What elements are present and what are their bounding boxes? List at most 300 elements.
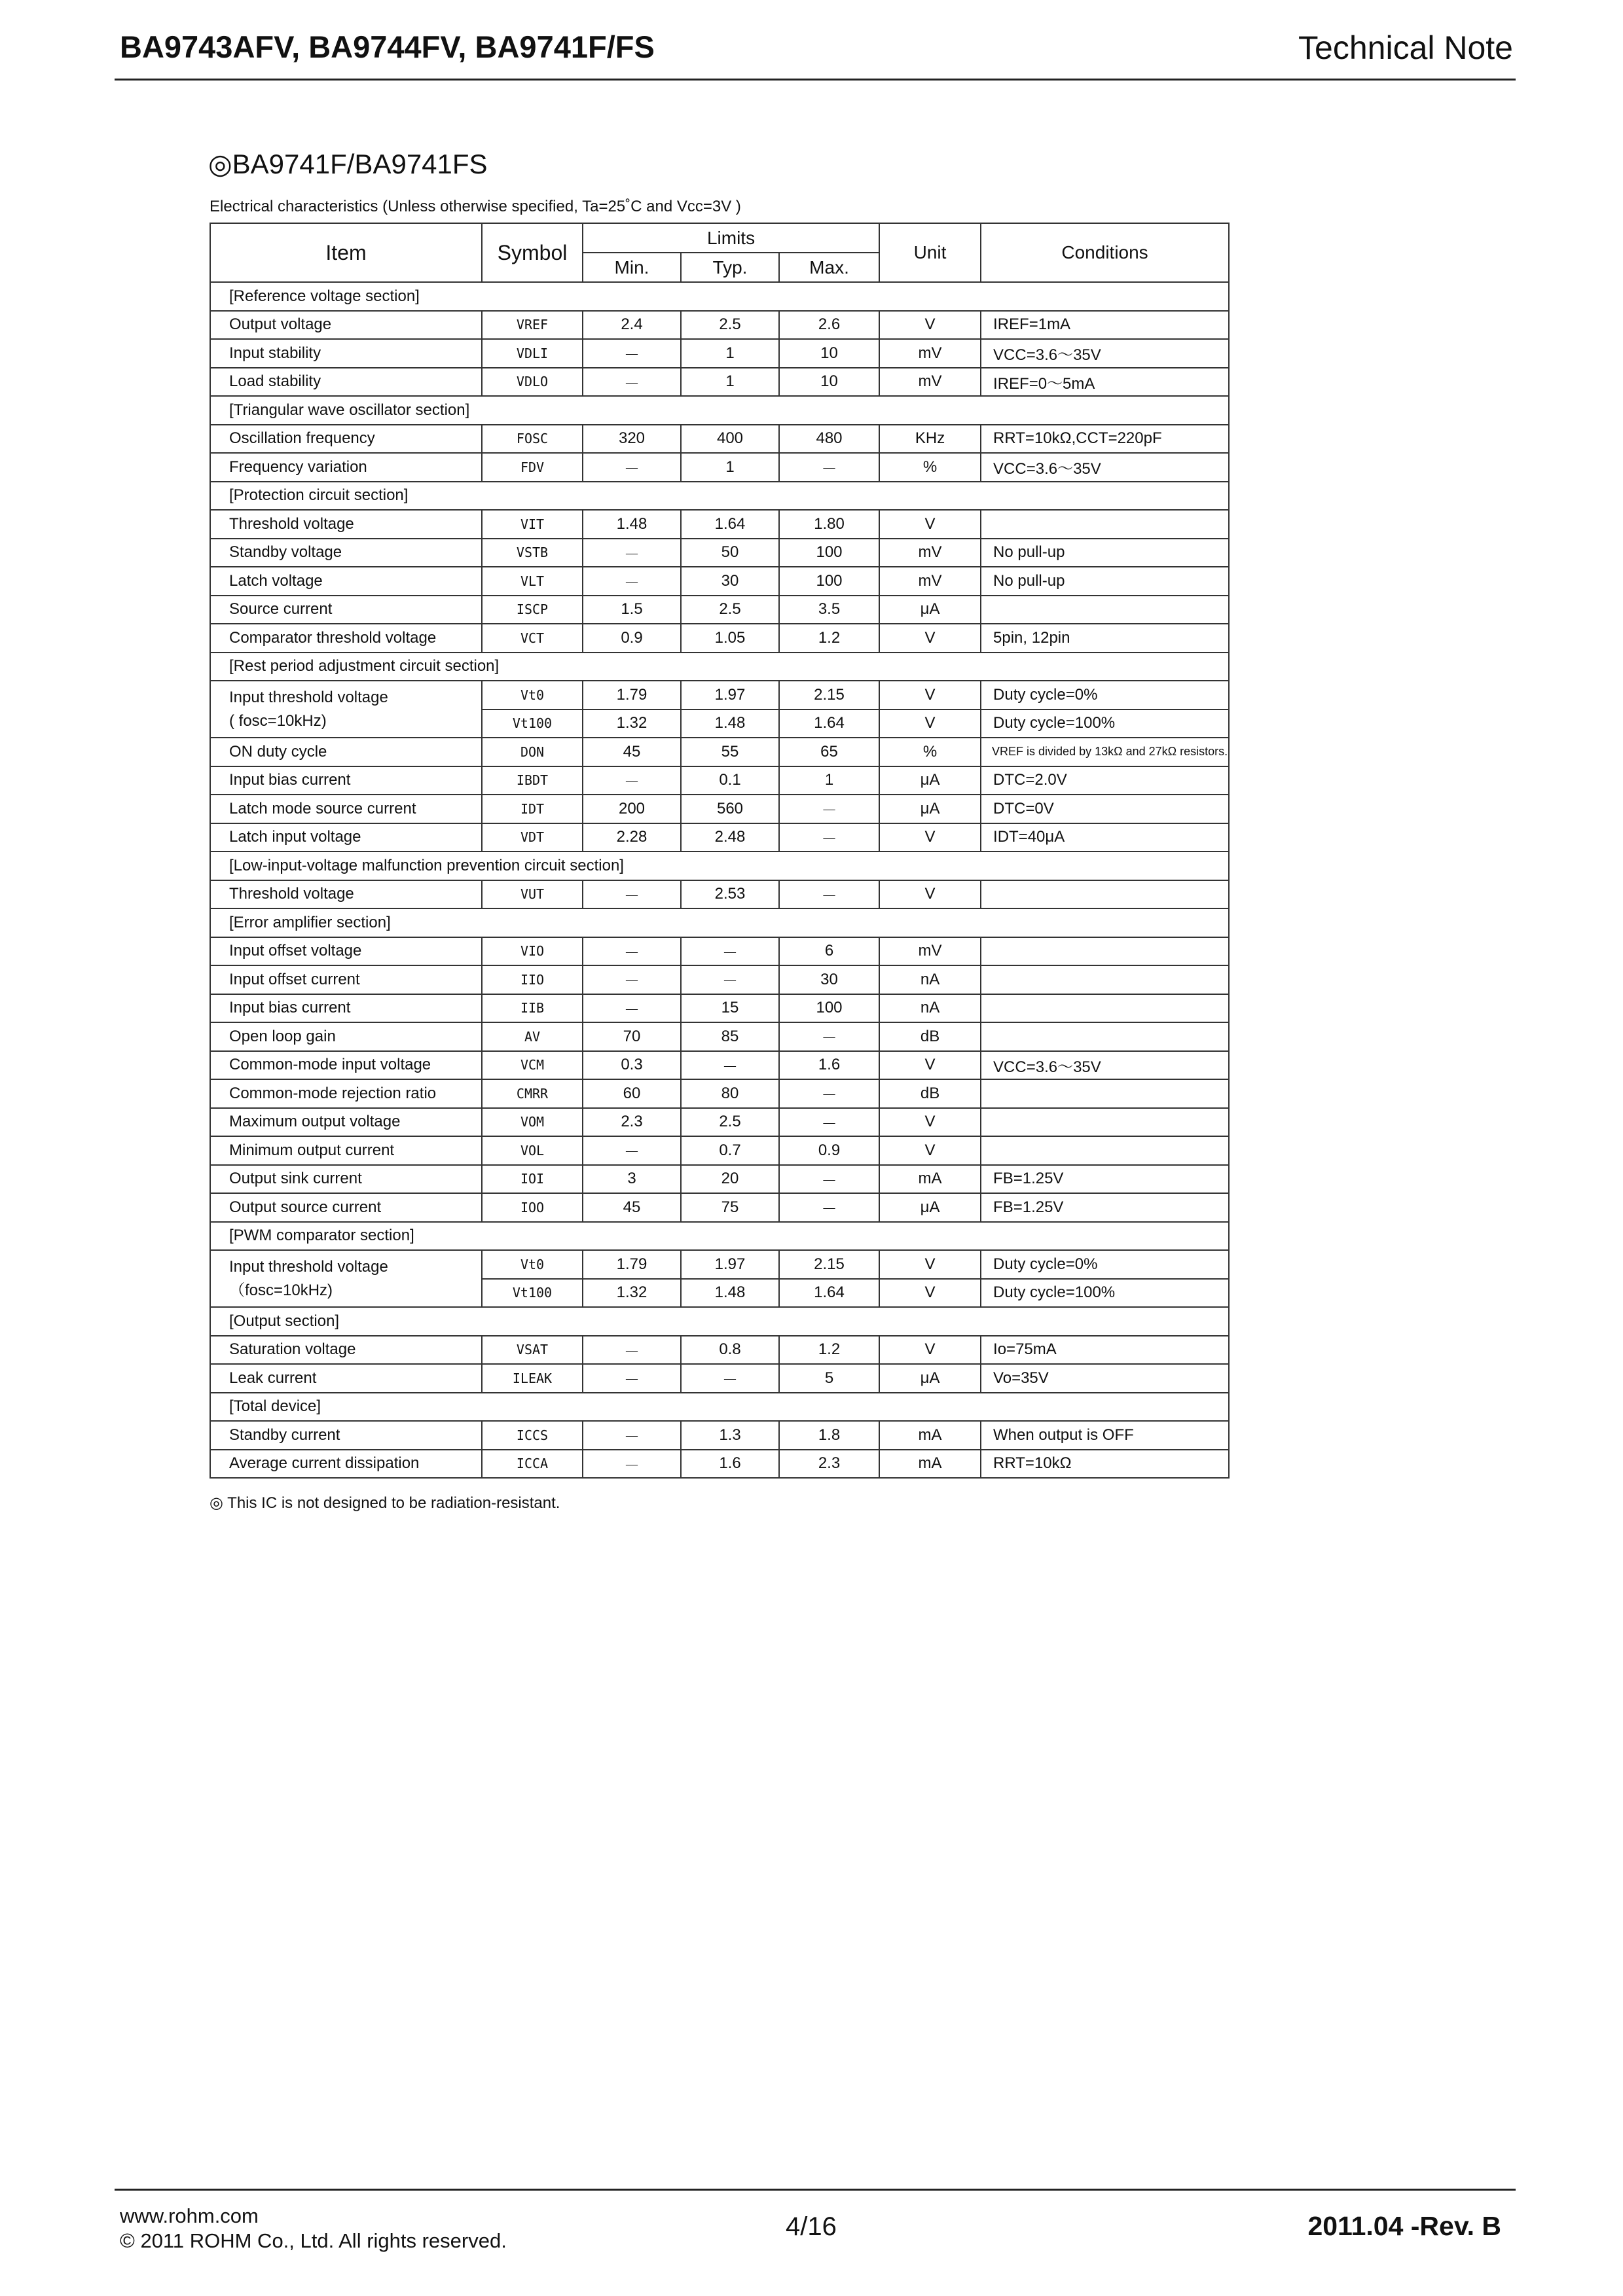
table-row	[210, 624, 1229, 653]
unit-cell: dB	[879, 1022, 981, 1051]
typ-cell: 1.48	[681, 709, 779, 738]
symbol-cell: VDLO	[482, 368, 583, 397]
unit-cell: %	[879, 738, 981, 766]
symbol-cell: FOSC	[482, 425, 583, 454]
unit-cell: V	[879, 311, 981, 340]
section-row	[210, 282, 1229, 311]
symbol-cell: VREF	[482, 311, 583, 340]
symbol-cell: Vt100	[482, 1279, 583, 1308]
conditions-cell: Duty cycle=100%	[981, 1279, 1229, 1308]
document-type-label: Technical Note	[1298, 29, 1513, 66]
section-heading: [Output section]	[210, 1307, 1229, 1336]
typ-cell: 80	[681, 1079, 779, 1108]
conditions-cell: VCC=3.6～35V	[981, 339, 1229, 368]
unit-cell: μA	[879, 1193, 981, 1222]
unit-cell: nA	[879, 994, 981, 1023]
max-cell: 100	[779, 539, 879, 567]
table-row	[210, 766, 1229, 795]
min-cell: －	[583, 339, 681, 368]
typ-cell: 2.53	[681, 880, 779, 909]
conditions-cell: Duty cycle=0%	[981, 1250, 1229, 1279]
typ-cell: 75	[681, 1193, 779, 1222]
unit-cell: μA	[879, 795, 981, 823]
item-cell: Saturation voltage	[210, 1336, 482, 1365]
max-cell: －	[779, 1022, 879, 1051]
symbol-cell: FDV	[482, 453, 583, 482]
min-cell: 0.9	[583, 624, 681, 653]
table-row	[210, 1051, 1229, 1080]
conditions-cell	[981, 965, 1229, 994]
conditions-cell	[981, 1022, 1229, 1051]
min-cell: 1.32	[583, 709, 681, 738]
typ-cell: 400	[681, 425, 779, 454]
table-row	[210, 453, 1229, 482]
unit-cell: V	[879, 823, 981, 852]
header-symbol: Symbol	[482, 223, 583, 282]
typ-cell: －	[681, 937, 779, 966]
table-row	[210, 311, 1229, 340]
max-cell: 100	[779, 567, 879, 596]
item-cell: Frequency variation	[210, 453, 482, 482]
typ-cell: 1	[681, 453, 779, 482]
table-body	[210, 282, 1229, 1478]
header-limits: Limits	[583, 223, 879, 253]
symbol-cell: IIO	[482, 965, 583, 994]
typ-cell: 2.5	[681, 311, 779, 340]
unit-cell: dB	[879, 1079, 981, 1108]
unit-cell: nA	[879, 965, 981, 994]
conditions-cell	[981, 1108, 1229, 1137]
symbol-cell: ICCA	[482, 1450, 583, 1479]
footer-url: www.rohm.com	[120, 2204, 259, 2227]
unit-cell: V	[879, 1279, 981, 1308]
max-cell: 65	[779, 738, 879, 766]
section-row	[210, 1393, 1229, 1422]
typ-cell: 2.5	[681, 596, 779, 624]
item-cell: Latch mode source current	[210, 795, 482, 823]
page-number: 4/16	[786, 2212, 837, 2241]
typ-cell: 2.48	[681, 823, 779, 852]
symbol-cell: ICCS	[482, 1421, 583, 1450]
conditions-cell: VREF is divided by 13kΩ and 27kΩ resistors.	[981, 738, 1229, 766]
min-cell: 2.4	[583, 311, 681, 340]
max-cell: 1.2	[779, 624, 879, 653]
table-caption: Electrical characteristics (Unless otherwise specified, Ta=25˚C and Vcc=3V )	[210, 198, 741, 215]
max-cell: 10	[779, 339, 879, 368]
unit-cell: V	[879, 1336, 981, 1365]
typ-cell: 85	[681, 1022, 779, 1051]
section-heading: [Error amplifier section]	[210, 908, 1229, 937]
max-cell: 0.9	[779, 1136, 879, 1165]
min-cell: －	[583, 994, 681, 1023]
item-cell: Output sink current	[210, 1165, 482, 1194]
conditions-cell	[981, 994, 1229, 1023]
table-row	[210, 425, 1229, 454]
item-cell: Input bias current	[210, 766, 482, 795]
typ-cell: 1.05	[681, 624, 779, 653]
min-cell: 60	[583, 1079, 681, 1108]
max-cell: 1.64	[779, 709, 879, 738]
typ-cell: 50	[681, 539, 779, 567]
item-cell: Input offset current	[210, 965, 482, 994]
unit-cell: μA	[879, 596, 981, 624]
table-row	[210, 1336, 1229, 1365]
item-cell: Load stability	[210, 368, 482, 397]
section-row	[210, 396, 1229, 425]
symbol-cell: IOI	[482, 1165, 583, 1194]
table-row	[210, 1136, 1229, 1165]
item-cell: Oscillation frequency	[210, 425, 482, 454]
min-cell: 1.79	[583, 1250, 681, 1279]
section-row	[210, 908, 1229, 937]
unit-cell: V	[879, 1136, 981, 1165]
unit-cell: V	[879, 880, 981, 909]
item-condition-note: （fosc=10kHz)	[229, 1281, 333, 1299]
conditions-cell: IDT=40μA	[981, 823, 1229, 852]
table-row	[210, 681, 1229, 709]
table-row	[210, 596, 1229, 624]
conditions-cell: IREF=0～5mA	[981, 368, 1229, 397]
max-cell: 1.80	[779, 510, 879, 539]
table-row	[210, 1421, 1229, 1450]
footer-copyright: © 2011 ROHM Co., Ltd. All rights reserved.	[120, 2229, 507, 2252]
unit-cell: mV	[879, 937, 981, 966]
max-cell: 5	[779, 1364, 879, 1393]
conditions-cell	[981, 1136, 1229, 1165]
unit-cell: %	[879, 453, 981, 482]
typ-cell: 1	[681, 368, 779, 397]
conditions-cell: Duty cycle=0%	[981, 681, 1229, 709]
conditions-cell	[981, 596, 1229, 624]
symbol-cell: VIO	[482, 937, 583, 966]
min-cell: 70	[583, 1022, 681, 1051]
item-cell: Input stability	[210, 339, 482, 368]
min-cell: －	[583, 539, 681, 567]
min-cell: 320	[583, 425, 681, 454]
symbol-cell: IDT	[482, 795, 583, 823]
min-cell: 1.79	[583, 681, 681, 709]
conditions-cell: VCC=3.6～35V	[981, 1051, 1229, 1080]
symbol-cell: VLT	[482, 567, 583, 596]
table-row	[210, 1079, 1229, 1108]
revision-label: 2011.04 -Rev. B	[1307, 2211, 1501, 2241]
table-row	[210, 368, 1229, 397]
item-condition-note: ( fosc=10kHz)	[229, 711, 327, 730]
document-title: BA9743AFV, BA9744FV, BA9741F/FS	[120, 29, 655, 64]
item-cell: Source current	[210, 596, 482, 624]
typ-cell: －	[681, 1364, 779, 1393]
item-cell: Maximum output voltage	[210, 1108, 482, 1137]
electrical-characteristics-table	[210, 223, 1230, 1479]
typ-cell: 30	[681, 567, 779, 596]
min-cell: 3	[583, 1165, 681, 1194]
symbol-cell: VCT	[482, 624, 583, 653]
max-cell: －	[779, 1165, 879, 1194]
item-cell: Leak current	[210, 1364, 482, 1393]
conditions-cell: VCC=3.6～35V	[981, 453, 1229, 482]
conditions-cell	[981, 937, 1229, 966]
section-title: ◎BA9741F/BA9741FS	[208, 149, 488, 179]
unit-cell: mV	[879, 539, 981, 567]
max-cell: －	[779, 1108, 879, 1137]
unit-cell: mV	[879, 368, 981, 397]
unit-cell: V	[879, 709, 981, 738]
conditions-cell: Vo=35V	[981, 1364, 1229, 1393]
symbol-cell: ILEAK	[482, 1364, 583, 1393]
unit-cell: V	[879, 1108, 981, 1137]
section-heading: [Rest period adjustment circuit section]	[210, 653, 1229, 681]
min-cell: 200	[583, 795, 681, 823]
table-row	[210, 994, 1229, 1023]
header-typ: Typ.	[681, 253, 779, 282]
symbol-cell: IOO	[482, 1193, 583, 1222]
section-heading: [Protection circuit section]	[210, 482, 1229, 511]
typ-cell: －	[681, 965, 779, 994]
typ-cell: 0.1	[681, 766, 779, 795]
min-cell: －	[583, 965, 681, 994]
symbol-cell: VCM	[482, 1051, 583, 1080]
item-cell: Output voltage	[210, 311, 482, 340]
typ-cell: 0.8	[681, 1336, 779, 1365]
item-label: Input threshold voltage	[229, 1257, 388, 1276]
table-row	[210, 539, 1229, 567]
conditions-cell	[981, 880, 1229, 909]
unit-cell: mA	[879, 1165, 981, 1194]
table-row	[210, 1364, 1229, 1393]
symbol-cell: VIT	[482, 510, 583, 539]
conditions-cell: No pull-up	[981, 539, 1229, 567]
radiation-footnote: ◎ This IC is not designed to be radiation-resistant.	[210, 1494, 560, 1512]
unit-cell: mV	[879, 339, 981, 368]
conditions-cell: IREF=1mA	[981, 311, 1229, 340]
conditions-cell: No pull-up	[981, 567, 1229, 596]
typ-cell: 2.5	[681, 1108, 779, 1137]
max-cell: 2.15	[779, 681, 879, 709]
table-row	[210, 510, 1229, 539]
item-cell: ON duty cycle	[210, 738, 482, 766]
symbol-cell: VDLI	[482, 339, 583, 368]
symbol-cell: VUT	[482, 880, 583, 909]
unit-cell: μA	[879, 766, 981, 795]
section-row	[210, 653, 1229, 681]
item-cell: Average current dissipation	[210, 1450, 482, 1479]
unit-cell: V	[879, 510, 981, 539]
conditions-cell: RRT=10kΩ	[981, 1450, 1229, 1479]
max-cell: －	[779, 1079, 879, 1108]
typ-cell: 1.6	[681, 1450, 779, 1479]
min-cell: －	[583, 368, 681, 397]
conditions-cell: 5pin, 12pin	[981, 624, 1229, 653]
max-cell: 3.5	[779, 596, 879, 624]
min-cell: －	[583, 567, 681, 596]
header-divider	[115, 79, 1516, 81]
symbol-cell: Vt0	[482, 1250, 583, 1279]
typ-cell: 1.97	[681, 681, 779, 709]
max-cell: －	[779, 1193, 879, 1222]
table-row	[210, 965, 1229, 994]
item-cell: Common-mode input voltage	[210, 1051, 482, 1080]
header-item: Item	[210, 223, 482, 282]
footer-divider	[115, 2189, 1516, 2191]
section-heading: [Low-input-voltage malfunction prevention circuit section]	[210, 852, 1229, 880]
max-cell: 1.8	[779, 1421, 879, 1450]
typ-cell: 1.3	[681, 1421, 779, 1450]
table-row	[210, 1108, 1229, 1137]
item-cell: Comparator threshold voltage	[210, 624, 482, 653]
min-cell: －	[583, 880, 681, 909]
section-row	[210, 482, 1229, 511]
conditions-cell	[981, 1079, 1229, 1108]
max-cell: 10	[779, 368, 879, 397]
table-row	[210, 1022, 1229, 1051]
conditions-cell: DTC=0V	[981, 795, 1229, 823]
table-row	[210, 1193, 1229, 1222]
min-cell: －	[583, 1336, 681, 1365]
min-cell: 45	[583, 1193, 681, 1222]
conditions-cell	[981, 510, 1229, 539]
typ-cell: 55	[681, 738, 779, 766]
conditions-cell: Duty cycle=100%	[981, 709, 1229, 738]
conditions-cell: Io=75mA	[981, 1336, 1229, 1365]
table-row	[210, 823, 1229, 852]
table-row	[210, 1250, 1229, 1279]
item-label: Input threshold voltage	[229, 688, 388, 706]
header-conditions: Conditions	[981, 223, 1229, 282]
item-cell	[210, 681, 482, 738]
symbol-cell: VOL	[482, 1136, 583, 1165]
table-row	[210, 339, 1229, 368]
symbol-cell: IBDT	[482, 766, 583, 795]
max-cell: 30	[779, 965, 879, 994]
unit-cell: mV	[879, 567, 981, 596]
symbol-cell: CMRR	[482, 1079, 583, 1108]
table-row	[210, 795, 1229, 823]
conditions-cell: FB=1.25V	[981, 1193, 1229, 1222]
conditions-cell: FB=1.25V	[981, 1165, 1229, 1194]
unit-cell: V	[879, 1250, 981, 1279]
min-cell: 1.48	[583, 510, 681, 539]
typ-cell: 20	[681, 1165, 779, 1194]
symbol-cell: IIB	[482, 994, 583, 1023]
typ-cell: 1.48	[681, 1279, 779, 1308]
table-row	[210, 738, 1229, 766]
section-row	[210, 1222, 1229, 1251]
unit-cell: KHz	[879, 425, 981, 454]
item-cell: Threshold voltage	[210, 880, 482, 909]
symbol-cell: ISCP	[482, 596, 583, 624]
symbol-cell: DON	[482, 738, 583, 766]
item-cell: Input bias current	[210, 994, 482, 1023]
section-heading: [PWM comparator section]	[210, 1222, 1229, 1251]
item-cell: Standby current	[210, 1421, 482, 1450]
max-cell: －	[779, 795, 879, 823]
symbol-cell: AV	[482, 1022, 583, 1051]
table-row	[210, 880, 1229, 909]
symbol-cell: VSAT	[482, 1336, 583, 1365]
conditions-cell: RRT=10kΩ,CCT=220pF	[981, 425, 1229, 454]
header-max: Max.	[779, 253, 879, 282]
typ-cell: －	[681, 1051, 779, 1080]
section-heading: [Reference voltage section]	[210, 282, 1229, 311]
symbol-cell: VDT	[482, 823, 583, 852]
header-unit: Unit	[879, 223, 981, 282]
max-cell: －	[779, 453, 879, 482]
min-cell: 2.28	[583, 823, 681, 852]
section-heading: [Triangular wave oscillator section]	[210, 396, 1229, 425]
max-cell: 2.6	[779, 311, 879, 340]
typ-cell: 1.64	[681, 510, 779, 539]
symbol-cell: Vt0	[482, 681, 583, 709]
max-cell: 2.15	[779, 1250, 879, 1279]
max-cell: 1.6	[779, 1051, 879, 1080]
item-cell: Output source current	[210, 1193, 482, 1222]
header-min: Min.	[583, 253, 681, 282]
max-cell: 100	[779, 994, 879, 1023]
item-cell: Open loop gain	[210, 1022, 482, 1051]
unit-cell: V	[879, 1051, 981, 1080]
symbol-cell: VOM	[482, 1108, 583, 1137]
conditions-cell: When output is OFF	[981, 1421, 1229, 1450]
conditions-cell: DTC=2.0V	[981, 766, 1229, 795]
item-cell: Minimum output current	[210, 1136, 482, 1165]
typ-cell: 15	[681, 994, 779, 1023]
min-cell: －	[583, 453, 681, 482]
section-row	[210, 1307, 1229, 1336]
max-cell: －	[779, 880, 879, 909]
max-cell: 2.3	[779, 1450, 879, 1479]
typ-cell: 1	[681, 339, 779, 368]
unit-cell: μA	[879, 1364, 981, 1393]
item-cell: Standby voltage	[210, 539, 482, 567]
max-cell: －	[779, 823, 879, 852]
min-cell: －	[583, 766, 681, 795]
table-row	[210, 567, 1229, 596]
min-cell: 1.5	[583, 596, 681, 624]
item-cell: Threshold voltage	[210, 510, 482, 539]
max-cell: 6	[779, 937, 879, 966]
max-cell: 1	[779, 766, 879, 795]
min-cell: 1.32	[583, 1279, 681, 1308]
min-cell: －	[583, 1364, 681, 1393]
item-cell: Latch input voltage	[210, 823, 482, 852]
item-cell	[210, 1250, 482, 1307]
min-cell: 2.3	[583, 1108, 681, 1137]
item-cell: Latch voltage	[210, 567, 482, 596]
min-cell: －	[583, 937, 681, 966]
max-cell: 480	[779, 425, 879, 454]
max-cell: 1.2	[779, 1336, 879, 1365]
max-cell: 1.64	[779, 1279, 879, 1308]
typ-cell: 1.97	[681, 1250, 779, 1279]
symbol-cell: Vt100	[482, 709, 583, 738]
section-heading: [Total device]	[210, 1393, 1229, 1422]
item-cell: Input offset voltage	[210, 937, 482, 966]
table-row	[210, 1165, 1229, 1194]
unit-cell: mA	[879, 1450, 981, 1479]
item-cell: Common-mode rejection ratio	[210, 1079, 482, 1108]
table-row	[210, 937, 1229, 966]
section-row	[210, 852, 1229, 880]
unit-cell: V	[879, 681, 981, 709]
min-cell: －	[583, 1421, 681, 1450]
table-row	[210, 1450, 1229, 1479]
min-cell: －	[583, 1450, 681, 1479]
symbol-cell: VSTB	[482, 539, 583, 567]
unit-cell: mA	[879, 1421, 981, 1450]
min-cell: 0.3	[583, 1051, 681, 1080]
unit-cell: V	[879, 624, 981, 653]
typ-cell: 0.7	[681, 1136, 779, 1165]
